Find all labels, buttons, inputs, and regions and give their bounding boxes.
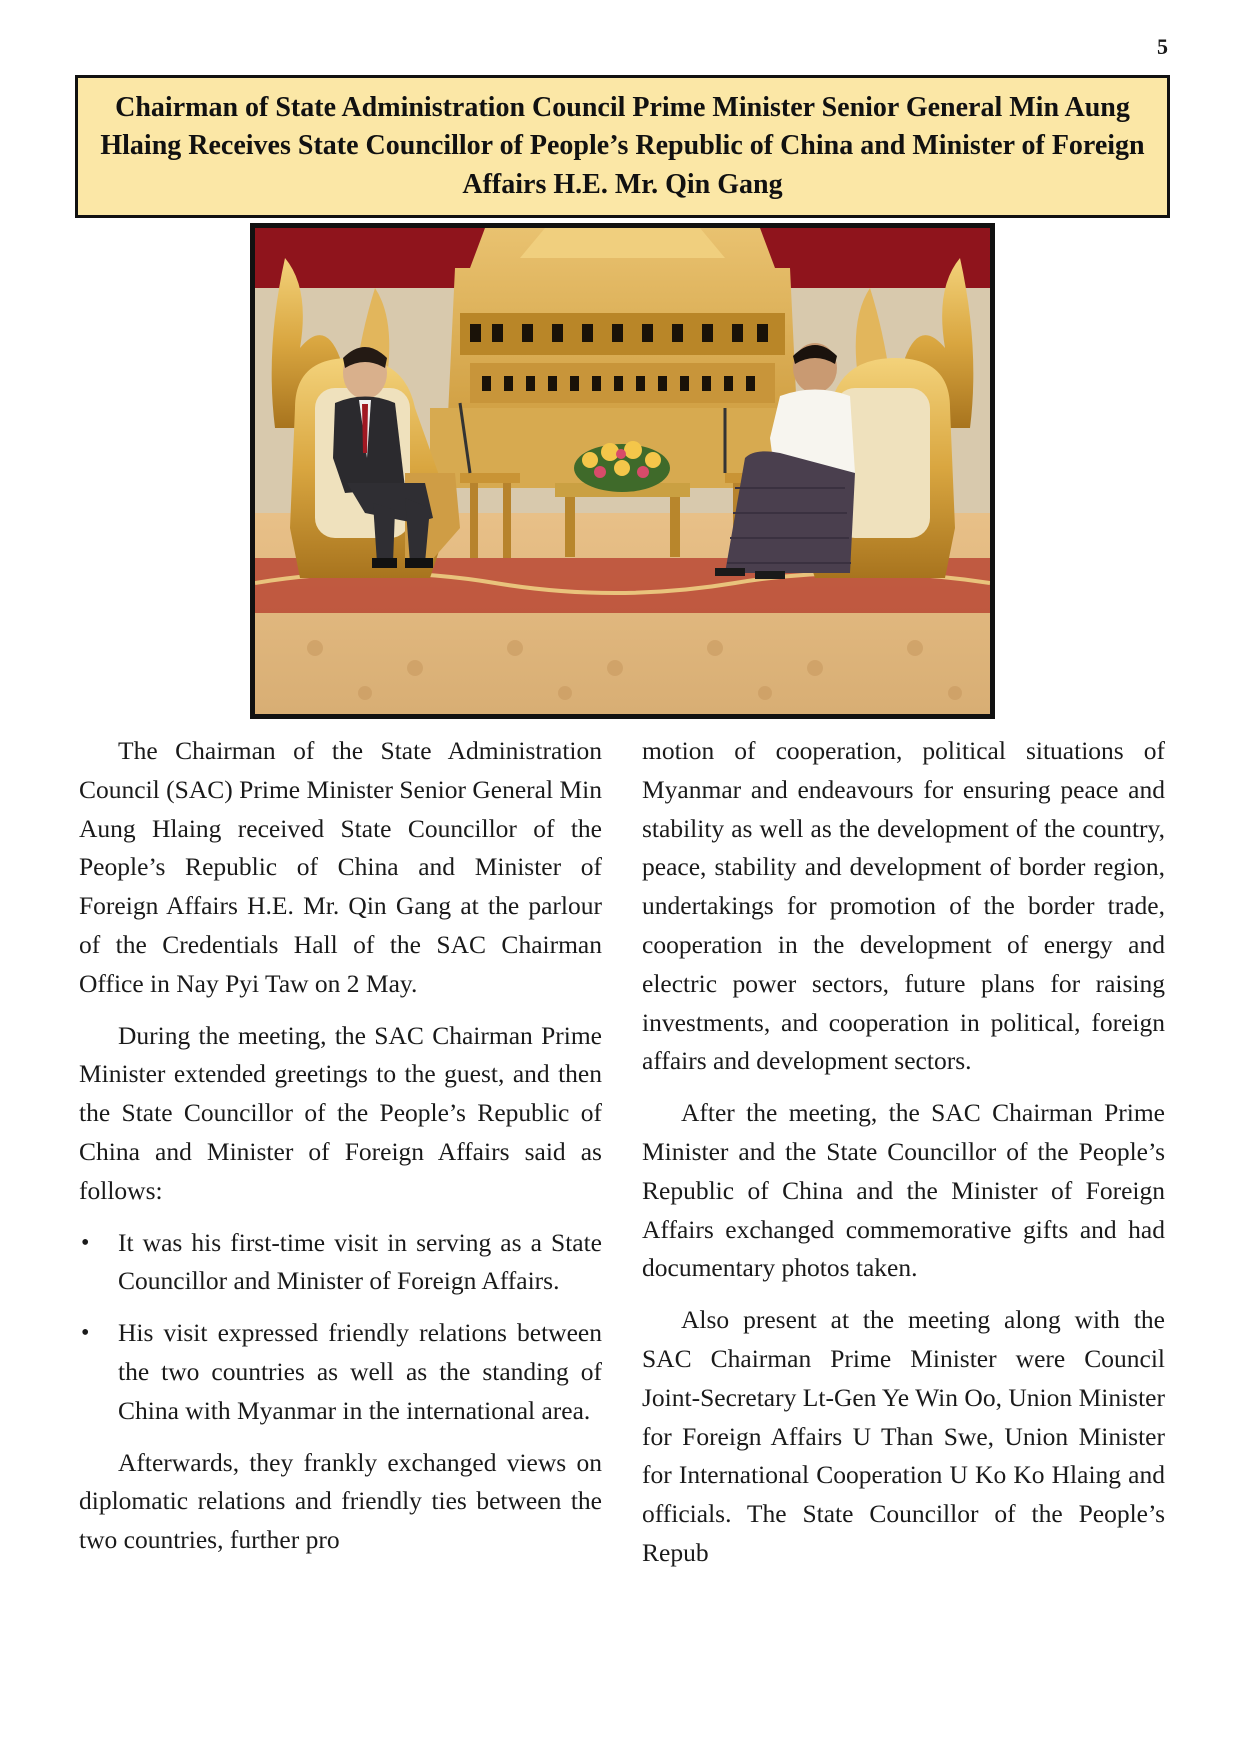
paragraph: The Chairman of the State Administration Council (SAC) Prime Minister Senior General Min Aung Hlaing received State Councillor of the People’s Republic of China and Minister of Foreign Affairs H.E. Mr. Qin Gang at the parlour of the Credentials Hall of the SAC Chairman Office in Nay Pyi Taw on 2 May. [79, 736, 602, 998]
meeting-photo [250, 223, 995, 719]
page-number: 5 [1157, 34, 1168, 59]
bullet-list [79, 1224, 602, 1431]
headline: Chairman of State Administration Council Prime Minister Senior General Min Aung Hlaing Receives State Councillor of People’s Republic of China and Minister of Foreign Affairs H.E. Mr. Qin Gang [100, 92, 1145, 200]
paragraph: Afterwards, they frankly exchanged views on diplomatic relations and friendly ties between the two countries, further pro [79, 1447, 602, 1555]
paragraph: During the meeting, the SAC Chairman Prime Minister extended greetings to the guest, and then the State Councillor of the People’s Republic of China and Minister of Foreign Affairs said as follows: [79, 1020, 602, 1205]
article-column-right [642, 732, 1165, 1586]
bullet-item: • His visit expressed friendly relations between the two countries as well as the standing of China with Myanmar in the international area. [79, 1314, 602, 1430]
paragraph: Also present at the meeting along with the SAC Chairman Prime Minister were Council Joint-Secretary Lt-Gen Ye Win Oo, Union Minister for Foreign Affairs U Than Swe, Union Minister for International Cooperation U Ko Ko Hlaing and officials. The State Councillor of the People’s Repub [642, 1305, 1165, 1567]
headline-box [75, 75, 1170, 218]
article-column-left [79, 732, 602, 1573]
paragraph: After the meeting, the SAC Chairman Prime Minister and the State Councillor of the People’s Republic of China and the Minister of Foreign Affairs exchanged commemorative gifts and had documentary photos taken. [642, 1098, 1165, 1283]
bullet-item: • It was his first-time visit in serving as a State Councillor and Minister of Foreign Affairs. [79, 1224, 602, 1302]
paragraph-continued: motion of cooperation, political situations of Myanmar and endeavours for ensuring peace and stability as well as the development of the country, peace, stability and development of border region, undertakings for promotion of the border trade, cooperation in the development of energy and electric power sectors, future plans for raising investments, and cooperation in political, foreign affairs and development sectors. [642, 736, 1165, 1076]
